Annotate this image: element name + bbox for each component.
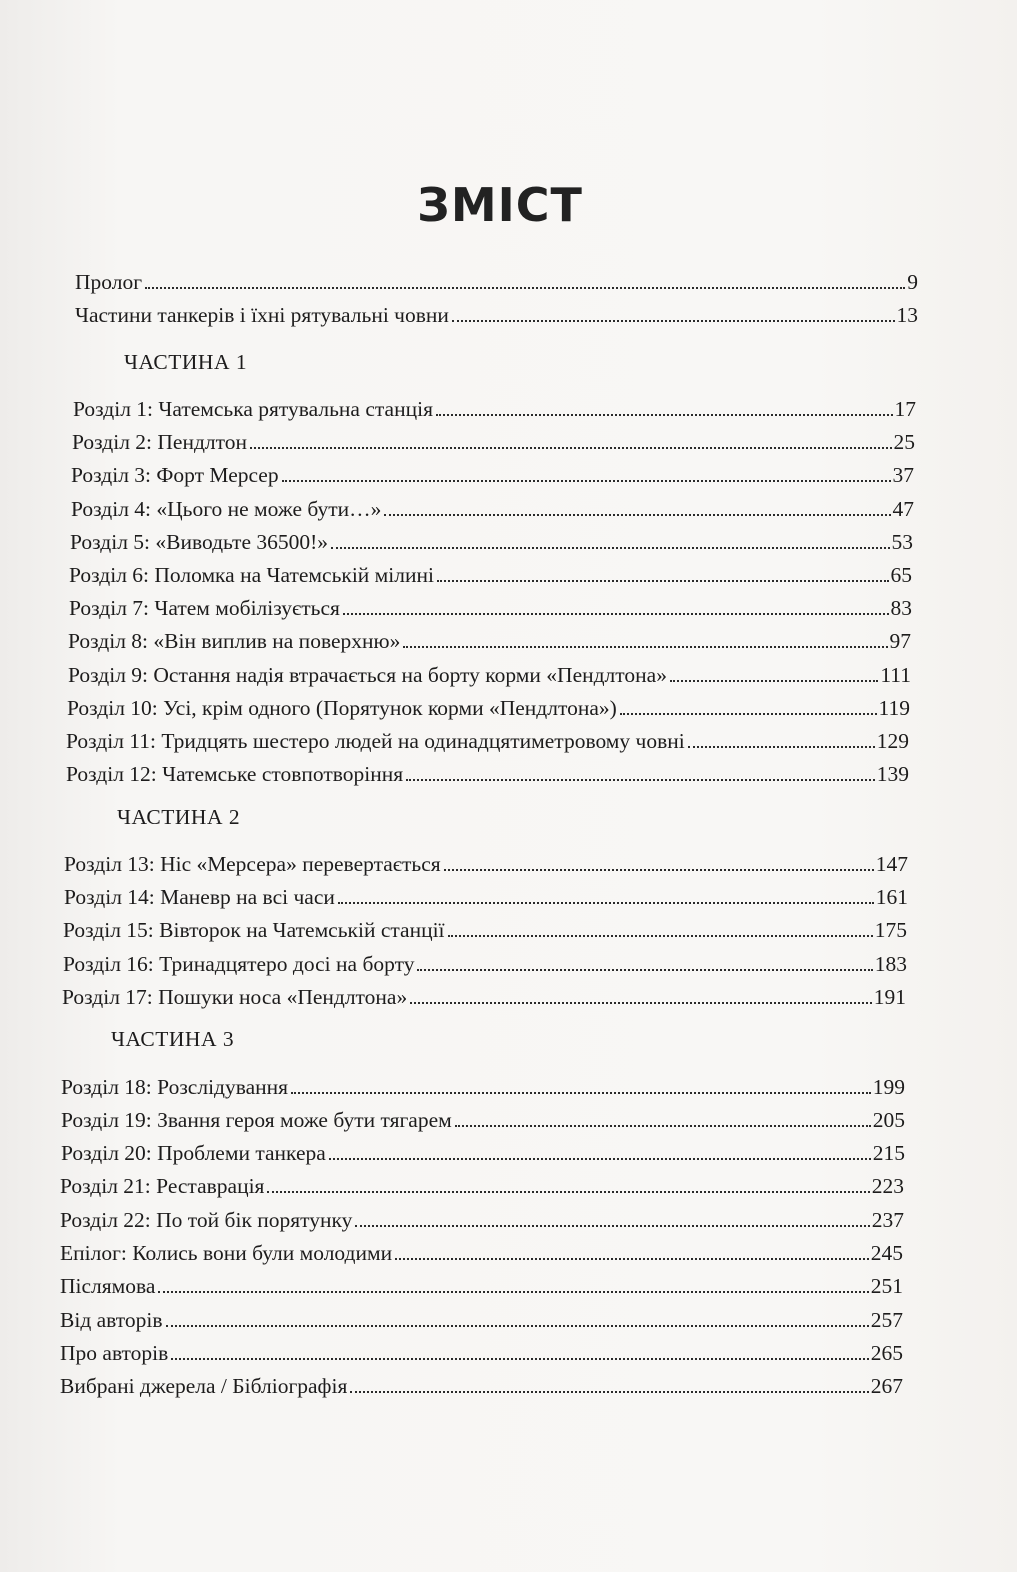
- toc-entry-prologue[interactable]: [75, 269, 918, 295]
- toc-entry-label: Розділ 9: Остання надія втрачається на борту корми «Пендлтона»: [68, 663, 667, 687]
- toc-entry-label: Розділ 4: «Цього не може бути…»: [71, 497, 382, 521]
- toc-entry-page: 257: [870, 1308, 903, 1332]
- toc-entry-chapter-3[interactable]: [71, 462, 914, 488]
- toc-entry-chapter-21[interactable]: [60, 1173, 904, 1199]
- toc-entry-page: 53: [891, 530, 913, 554]
- toc-entry-chapter-19[interactable]: [61, 1107, 905, 1133]
- toc-entry-label: Розділ 22: По той бік порятунку: [60, 1208, 353, 1232]
- toc-entry-chapter-15[interactable]: [63, 917, 907, 943]
- toc-entry-about-authors[interactable]: [60, 1340, 903, 1366]
- toc-entry-chapter-7[interactable]: [69, 595, 912, 621]
- toc-entry-label: Післямова: [60, 1274, 156, 1298]
- toc-entry-page: 267: [870, 1374, 903, 1398]
- part-heading-1: ЧАСТИНА 1: [124, 350, 248, 374]
- toc-entry-chapter-12[interactable]: [66, 761, 909, 787]
- leader-dots: [267, 1190, 869, 1193]
- toc-entry-page: 245: [870, 1241, 903, 1265]
- leader-dots: [282, 479, 891, 482]
- part-heading-2: ЧАСТИНА 2: [117, 805, 241, 829]
- toc-entry-chapter-8[interactable]: [68, 628, 911, 654]
- toc-entry-page: 199: [872, 1075, 905, 1099]
- leader-dots: [670, 679, 878, 682]
- toc-entry-label: Розділ 15: Вівторок на Чатемській станції: [63, 918, 445, 942]
- toc-entry-label: Розділ 12: Чатемське стовпотворіння: [66, 762, 404, 786]
- leader-dots: [158, 1290, 868, 1293]
- toc-entry-chapter-11[interactable]: [66, 728, 909, 754]
- toc-entry-label: Розділ 18: Розслідування: [61, 1075, 289, 1099]
- toc-entry-label: Вибрані джерела / Бібліографія: [60, 1374, 348, 1398]
- toc-entry-page: 223: [871, 1174, 904, 1198]
- toc-entry-label: Розділ 19: Звання героя може бути тягарем: [61, 1108, 452, 1132]
- leader-dots: [250, 446, 891, 449]
- toc-entry-label: Розділ 21: Реставрація: [60, 1174, 265, 1198]
- toc-entry-chapter-10[interactable]: [67, 695, 910, 721]
- toc-entry-page: 183: [874, 952, 907, 976]
- toc-entry-chapter-5[interactable]: [70, 529, 913, 555]
- toc-entry-page: 139: [876, 762, 909, 786]
- toc-entry-chapter-9[interactable]: [68, 662, 911, 688]
- toc-entry-page: 251: [870, 1274, 903, 1298]
- toc-entry-page: 17: [894, 397, 916, 421]
- toc-entry-epilogue[interactable]: [60, 1240, 903, 1266]
- leader-dots: [343, 612, 889, 615]
- part-heading-3: ЧАСТИНА 3: [111, 1027, 235, 1051]
- leader-dots: [145, 286, 905, 289]
- toc-entry-page: 65: [890, 563, 912, 587]
- toc-entry-page: 13: [896, 303, 918, 327]
- toc-entry-label: Розділ 11: Тридцять шестеро людей на одинадцятиметровому човні: [66, 729, 685, 753]
- leader-dots: [452, 319, 895, 322]
- toc-entry-page: 205: [872, 1108, 905, 1132]
- toc-entry-label: Розділ 7: Чатем мобілізується: [69, 596, 340, 620]
- toc-entry-label: Епілог: Колись вони були молодими: [60, 1241, 393, 1265]
- leader-dots: [620, 712, 877, 715]
- toc-entry-from-authors[interactable]: [60, 1307, 903, 1333]
- leader-dots: [417, 968, 872, 971]
- leader-dots: [455, 1124, 871, 1127]
- toc-entry-label: Пролог: [75, 270, 143, 294]
- toc-entry-label: Розділ 2: Пендлтон: [72, 430, 248, 454]
- leader-dots: [329, 1157, 871, 1160]
- toc-entry-label: Про авторів: [60, 1341, 169, 1365]
- leader-dots: [291, 1091, 871, 1094]
- leader-dots: [166, 1324, 869, 1327]
- toc-entry-label: Від авторів: [60, 1308, 163, 1332]
- toc-entry-chapter-22[interactable]: [60, 1207, 904, 1233]
- toc-entry-chapter-6[interactable]: [69, 562, 912, 588]
- toc-entry-page: 97: [889, 629, 911, 653]
- toc-entry-chapter-1[interactable]: [73, 396, 916, 422]
- toc-entry-page: 47: [892, 497, 914, 521]
- toc-entry-chapter-20[interactable]: [61, 1140, 905, 1166]
- toc-entry-label: Розділ 13: Ніс «Мерсера» перевертається: [64, 852, 441, 876]
- toc-entry-page: 265: [870, 1341, 903, 1365]
- toc-entry-label: Розділ 16: Тринадцятеро досі на борту: [63, 952, 415, 976]
- leader-dots: [437, 579, 889, 582]
- toc-entry-page: 111: [880, 663, 911, 687]
- leader-dots: [350, 1390, 868, 1393]
- leader-dots: [384, 513, 890, 516]
- toc-entry-chapter-18[interactable]: [61, 1074, 905, 1100]
- toc-entry-label: Розділ 3: Форт Мерсер: [71, 463, 279, 487]
- toc-entry-page: 161: [875, 885, 908, 909]
- toc-entry-chapter-2[interactable]: [72, 429, 915, 455]
- toc-entry-chapter-4[interactable]: [71, 496, 914, 522]
- toc-entry-page: 237: [871, 1208, 904, 1232]
- toc-entry-chapter-14[interactable]: [64, 884, 908, 910]
- toc-entry-page: 191: [873, 985, 906, 1009]
- leader-dots: [448, 934, 873, 937]
- toc-entry-label: Розділ 1: Чатемська рятувальна станція: [73, 397, 433, 421]
- leader-dots: [395, 1257, 869, 1260]
- toc-entry-page: 37: [892, 463, 914, 487]
- toc-entry-page: 119: [878, 696, 910, 720]
- toc-entry-page: 25: [893, 430, 915, 454]
- leader-dots: [406, 778, 875, 781]
- toc-entry-page: 9: [907, 270, 918, 294]
- toc-entry-chapter-13[interactable]: [64, 851, 908, 877]
- toc-entry-page: 129: [876, 729, 909, 753]
- toc-entry-page: 175: [874, 918, 907, 942]
- page-title: ЗМІСТ: [417, 178, 583, 232]
- leader-dots: [403, 645, 887, 648]
- toc-entry-bibliography[interactable]: [60, 1373, 903, 1399]
- leader-dots: [410, 1001, 872, 1004]
- leader-dots: [688, 745, 875, 748]
- toc-entry-tanker-parts[interactable]: [75, 302, 918, 328]
- toc-entry-afterword[interactable]: [60, 1273, 903, 1299]
- leader-dots: [331, 546, 889, 549]
- toc-entry-label: Розділ 20: Проблеми танкера: [61, 1141, 326, 1165]
- toc-entry-label: Розділ 17: Пошуки носа «Пендлтона»: [62, 985, 408, 1009]
- toc-entry-label: Розділ 5: «Виводьте 36500!»: [70, 530, 329, 554]
- toc-entry-label: Розділ 6: Поломка на Чатемській мілині: [69, 563, 434, 587]
- leader-dots: [338, 901, 874, 904]
- toc-entry-label: Частини танкерів і їхні рятувальні човни: [75, 303, 449, 327]
- leader-dots: [436, 413, 893, 416]
- toc-entry-page: 83: [890, 596, 912, 620]
- toc-entry-label: Розділ 10: Усі, крім одного (Порятунок корми «Пендлтона»): [67, 696, 617, 720]
- toc-entry-page: 147: [875, 852, 908, 876]
- toc-entry-label: Розділ 8: «Він виплив на поверхню»: [68, 629, 401, 653]
- toc-entry-chapter-17[interactable]: [62, 984, 906, 1010]
- leader-dots: [444, 868, 874, 871]
- leader-dots: [171, 1357, 868, 1360]
- leader-dots: [355, 1224, 869, 1227]
- toc-entry-chapter-16[interactable]: [63, 951, 907, 977]
- toc-entry-label: Розділ 14: Маневр на всі часи: [64, 885, 335, 909]
- toc-entry-page: 215: [872, 1141, 905, 1165]
